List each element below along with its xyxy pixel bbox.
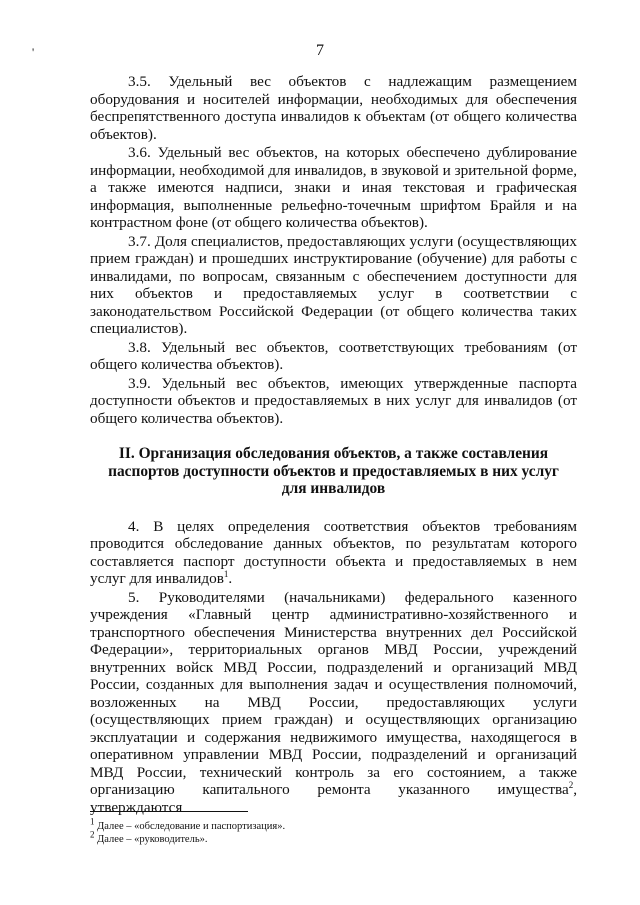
footnotes xyxy=(90,816,570,846)
paragraph-5 xyxy=(90,589,577,817)
paragraph-4-end: . xyxy=(228,570,233,587)
paragraph-3-6: 3.6. Удельный вес объектов, на которых обеспечено дублирование информации, необходимой для инвалидов, в звуковой и зрительной форме, а также имеются надписи, знаки и иная текстовая и графическая информация, выполненные рельефно-точечным шрифтом Брайля и на контрастном фоне (от общего количества объектов). xyxy=(90,144,577,231)
paragraph-3-8: 3.8. Удельный вес объектов, соответствующих требованиям (от общего количества объектов). xyxy=(90,338,577,373)
paragraph-3-9: 3.9. Удельный вес объектов, имеющих утвержденные паспорта доступности объектов и предоставляемых в них услуг для инвалидов (от общего количества объектов). xyxy=(90,374,577,427)
footnote-ref-2: 2 xyxy=(568,779,574,790)
page-number: 7 xyxy=(316,42,324,59)
footnote-2-text: Далее – «руководитель». xyxy=(94,834,208,845)
paragraph-4-text: 4. В целях определения соответствия объектов требованиям проводится обследование данных объектов, по результатам которого составляется паспорт доступности объекта и предоставляемых в нем услуг для инвалидов xyxy=(90,517,577,587)
paragraph-3-5: 3.5. Удельный вес объектов с надлежащим размещением оборудования и носителей информации, необходимых для обеспечения беспрепятственного доступа инвалидов к объектам (от общего количества объектов). xyxy=(90,73,577,143)
footnote-2 xyxy=(90,829,570,846)
margin-mark: ' xyxy=(32,45,35,59)
footnote-1 xyxy=(90,816,570,833)
paragraph-3-7: 3.7. Доля специалистов, предоставляющих услуги (осуществляющих прием граждан) и прошедших инструктирование (обучение) для работы с инвалидами, по вопросам, связанным с обеспечением доступности для них объектов и предоставляемых услуг в соответствии с законодательством Российской Федерации (от общего количества таких специалистов). xyxy=(90,232,577,337)
section-heading: II. Организация обследования объектов, а также составления паспортов доступности объектов и предоставляемых в них услуг для инвалидов xyxy=(108,445,559,497)
footnote-1-number: 1 xyxy=(90,816,95,827)
footnote-2-number: 2 xyxy=(90,829,95,840)
paragraph-5-end: , утверждаются xyxy=(90,781,577,816)
body-text xyxy=(90,73,577,817)
footnote-divider xyxy=(90,811,248,812)
footnote-1-text: Далее – «обследование и паспортизация». xyxy=(94,821,286,832)
footnote-ref-1: 1 xyxy=(223,568,229,579)
paragraph-5-text: 5. Руководителями (начальниками) федерального казенного учреждения «Главный центр административно-хозяйственного и транспортного обеспечения Министерства внутренних дел Российской Федерации», территориальных органов МВД России, учреждений внутренних войск МВД России, подразделений и организаций МВД России, созданных для выполнения задач и осуществления полномочий, возложенных на МВД России, предоставляющих услуги (осуществляющих прием граждан) и осуществляющих организацию эксплуатации и содержания недвижимого имущества, находящегося в оперативном управлении МВД России, подразделений и организаций МВД России, технический контроль за его состоянием, а также организацию капитального ремонта указанного имущества xyxy=(90,588,577,798)
paragraph-4 xyxy=(90,518,577,588)
